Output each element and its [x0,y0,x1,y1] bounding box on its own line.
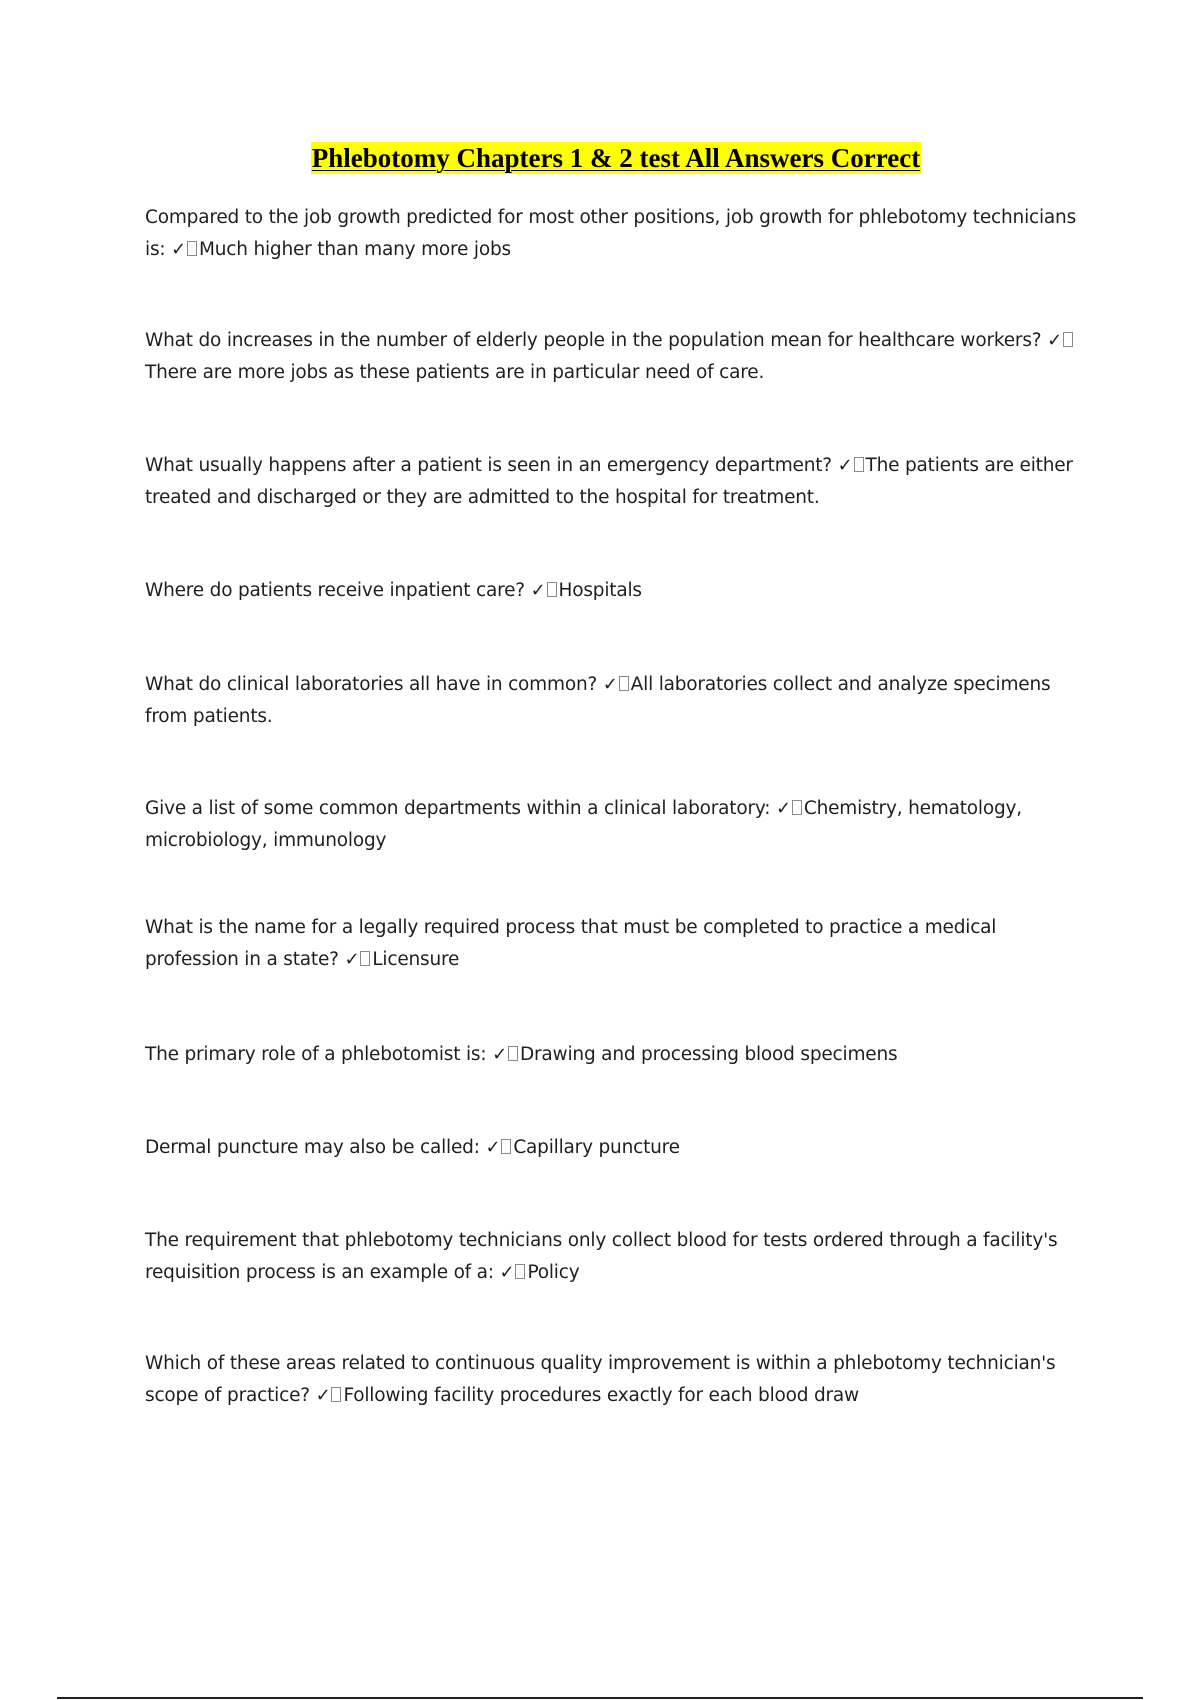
qa-item-7 [145,912,1093,976]
checkbox-placeholder-icon [515,1264,525,1279]
qa-item-6 [145,793,1093,857]
answer-text: The patients are either treated and discharged or they are admitted to the hospital for treatment. [145,455,1073,508]
checkbox-placeholder-icon [1063,332,1073,347]
qa-item-4 [145,575,1093,607]
qa-item-2 [145,325,1093,389]
qa-item-9 [145,1132,1093,1164]
question-text: Compared to the job growth predicted for most other positions, job growth for phlebotomy technicians is: [145,207,1077,260]
question-text: What do increases in the number of elderly people in the population mean for healthcare workers? [145,330,1042,351]
check-mark-icon: ✓ [485,1137,501,1158]
check-mark-icon: ✓ [499,1262,515,1283]
qa-item-3 [145,450,1093,514]
qa-item-10 [145,1225,1093,1289]
check-mark-icon: ✓ [602,674,618,695]
check-mark-icon: ✓ [837,455,853,476]
answer-text: Capillary puncture [513,1137,680,1158]
answer-text: Chemistry, hematology, microbiology, immunology [145,798,1022,851]
checkbox-placeholder-icon [331,1387,341,1402]
checkbox-placeholder-icon [619,676,629,691]
question-text: What do clinical laboratories all have in common? [145,674,598,695]
checkbox-placeholder-icon [187,241,197,256]
check-mark-icon: ✓ [530,580,546,601]
answer-text: Hospitals [558,580,642,601]
check-mark-icon: ✓ [775,798,791,819]
checkbox-placeholder-icon [360,951,370,966]
question-text: Give a list of some common departments within a clinical laboratory: [145,798,771,819]
checkbox-placeholder-icon [792,800,802,815]
question-text: Dermal puncture may also be called: [145,1137,480,1158]
answer-text: Licensure [372,949,460,970]
answer-text: There are more jobs as these patients are in particular need of care. [145,362,765,383]
checkbox-placeholder-icon [501,1139,511,1154]
check-mark-icon: ✓ [344,949,360,970]
check-mark-icon: ✓ [171,239,186,260]
checkbox-placeholder-icon [854,457,864,472]
checkbox-placeholder-icon [547,582,557,597]
question-text: Which of these areas related to continuous quality improvement is within a phlebotomy technician's scope of practice? [145,1353,1056,1406]
question-text: What is the name for a legally required process that must be completed to practice a medical profession in a state? [145,917,997,970]
qa-item-1 [145,202,1093,266]
question-text: What usually happens after a patient is seen in an emergency department? [145,455,832,476]
qa-item-8 [145,1039,1093,1071]
question-text: The requirement that phlebotomy technicians only collect blood for tests ordered through a facility's requisition process is an example of a: [145,1230,1058,1283]
checkbox-placeholder-icon [508,1046,518,1061]
answer-text: All laboratories collect and analyze specimens from patients. [145,674,1051,727]
answer-text: Drawing and processing blood specimens [519,1044,898,1065]
answer-text: Following facility procedures exactly for each blood draw [343,1385,859,1406]
check-mark-icon: ✓ [1047,330,1062,351]
qa-item-11 [145,1348,1093,1412]
answer-text: Policy [527,1262,580,1283]
question-text: Where do patients receive inpatient care? [145,580,525,601]
check-mark-icon: ✓ [315,1385,331,1406]
question-text: The primary role of a phlebotomist is: [145,1044,487,1065]
answer-text: Much higher than many more jobs [199,239,511,260]
footer-divider [57,1697,1143,1699]
check-mark-icon: ✓ [492,1044,507,1065]
qa-item-5 [145,669,1093,733]
title-wrapper [0,142,1200,174]
document-title: Phlebotomy Chapters 1 & 2 test All Answers Correct [311,143,921,173]
